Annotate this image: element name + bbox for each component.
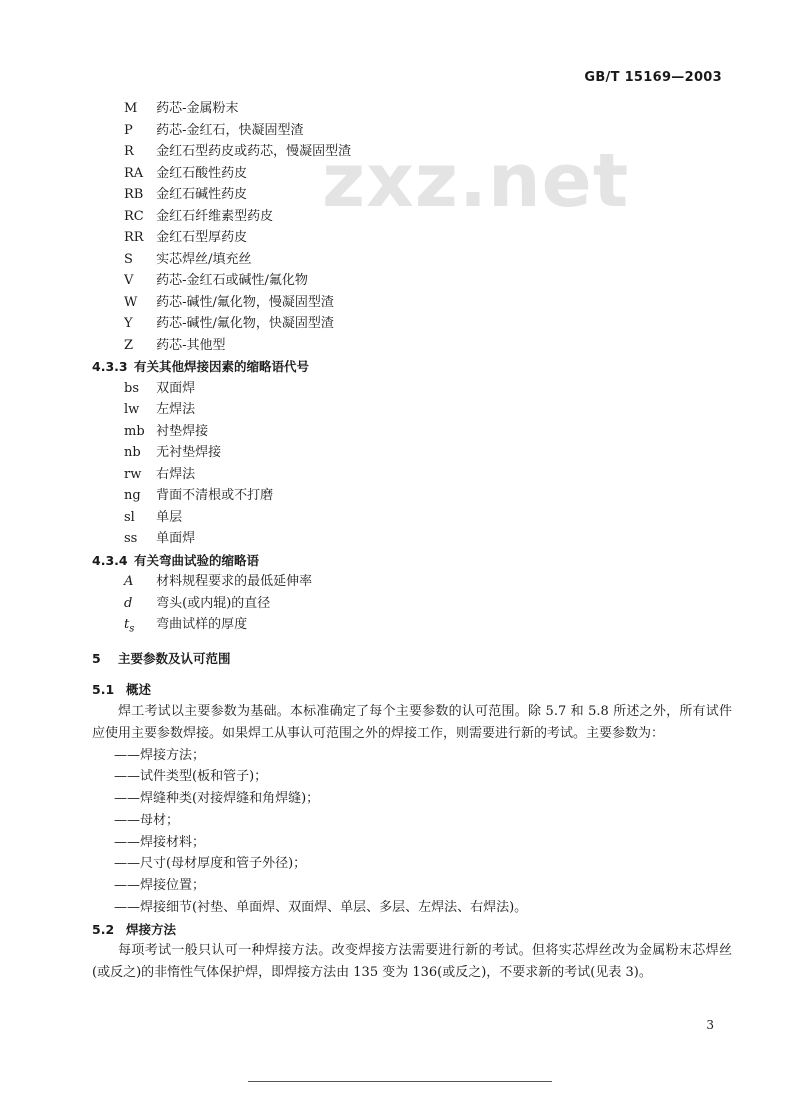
item-text: 右焊法: [156, 466, 196, 482]
item-code: R: [124, 144, 134, 159]
list-item: [92, 184, 732, 206]
list-item: ——焊接材料；: [114, 834, 206, 850]
list-item: [92, 528, 732, 550]
item-code: M: [124, 101, 138, 116]
item-code: RB: [124, 187, 144, 202]
item-symbol: t: [124, 617, 130, 632]
item-code: RA: [124, 165, 144, 181]
list-item: [92, 614, 732, 636]
list-item: [92, 120, 732, 142]
section-heading-4-3-3: [92, 356, 732, 378]
item-code: sl: [124, 509, 135, 525]
list-item: [92, 98, 732, 120]
item-symbol: d: [124, 595, 133, 611]
list-item: [92, 313, 732, 335]
item-code: P: [124, 122, 133, 138]
list-item: ——焊缝种类(对接焊缝和角焊缝)；: [114, 791, 320, 807]
item-code: RR: [124, 230, 144, 245]
item-text: 药芯-金红石或碱性/氟化物: [156, 273, 308, 288]
page-number: 3: [706, 1018, 714, 1032]
item-code: ng: [124, 488, 141, 503]
item-symbol: A: [124, 574, 134, 589]
list-item: [92, 141, 732, 163]
item-text: 背面不清根或不打磨: [156, 488, 274, 503]
item-text: 金红石型厚药皮: [156, 230, 248, 245]
item-text: 弯曲试样的厚度: [156, 617, 248, 632]
section-title: 有关弯曲试验的缩略语: [134, 552, 260, 568]
item-code: ss: [124, 531, 138, 546]
list-item: [92, 292, 732, 314]
section-paragraph: 焊工考试以主要参数为基础。本标准确定了每个主要参数的认可范围。除 5.7 和 5.8 所述之外，所有试件应使用主要参数焊接。如果焊工从事认可范围之外的焊接工作，则需要进行新的考试。主要参数为：: [92, 703, 732, 741]
list-item: ——焊接细节(衬垫、单面焊、双面焊、单层、多层、左焊法、右焊法)。: [114, 900, 528, 916]
item-text: 衬垫焊接: [156, 423, 209, 439]
item-code: lw: [124, 402, 140, 417]
item-code: mb: [124, 423, 145, 439]
list-item: [92, 507, 732, 529]
list-item: [92, 335, 732, 357]
list-item: [92, 421, 732, 443]
item-text: 无衬垫焊接: [156, 445, 222, 460]
section-number: 5.2: [92, 921, 115, 937]
item-text: 药芯-碱性/氟化物，慢凝固型渣: [156, 294, 334, 310]
section-title: 主要参数及认可范围: [118, 650, 231, 666]
section-heading-5-2: [92, 919, 732, 941]
other-factor-code-list: [92, 378, 732, 550]
item-text: 药芯-其他型: [156, 337, 226, 353]
section-number: 5.1: [92, 682, 115, 697]
item-text: 单面焊: [156, 531, 196, 546]
watermark: zxz.net: [322, 138, 630, 224]
section-number: 4.3.4: [92, 552, 128, 568]
main-parameter-list: [92, 745, 732, 919]
list-item: [92, 399, 732, 421]
item-code: RC: [124, 208, 144, 224]
list-item: ——焊接位置；: [114, 878, 206, 894]
item-code: W: [124, 294, 138, 310]
section-number: 4.3.3: [92, 359, 128, 374]
list-item: [92, 378, 732, 400]
list-item: ——尺寸(母材厚度和管子外径)；: [114, 856, 307, 872]
section-title: 焊接方法: [126, 921, 177, 937]
section-heading-4-3-4: [92, 550, 732, 572]
item-text: 金红石型药皮或药芯，慢凝固型渣: [156, 144, 352, 159]
bend-test-symbol-list: [92, 571, 732, 636]
section-number: 5: [92, 650, 101, 666]
standard-number: GB/T 15169—2003: [584, 70, 722, 85]
item-text: 双面焊: [156, 380, 196, 396]
list-item: [92, 571, 732, 593]
list-item: [92, 206, 732, 228]
item-code: bs: [124, 380, 139, 396]
list-item: [92, 485, 732, 507]
footer-divider: [248, 1081, 552, 1082]
item-code: rw: [124, 466, 142, 482]
consumable-code-list: [92, 98, 732, 356]
page-content: [92, 98, 732, 984]
section-title: 概述: [126, 682, 152, 697]
item-symbol-subscript: s: [129, 623, 135, 635]
item-code: Z: [124, 337, 134, 353]
section-paragraph: 每项考试一般只认可一种焊接方法。改变焊接方法需要进行新的考试。但将实芯焊丝改为金属粉末芯焊丝(或反之)的非惰性气体保护焊，即焊接方法由 135 变为 136(或反之)，不要求新的考试(见表 3)。: [92, 943, 732, 981]
item-code: nb: [124, 445, 141, 460]
item-text: 材料规程要求的最低延伸率: [156, 574, 313, 589]
section-title: 有关其他焊接因素的缩略语代号: [134, 359, 310, 374]
item-code: Y: [124, 316, 133, 331]
item-text: 弯头(或内辊)的直径: [156, 595, 271, 611]
item-text: 左焊法: [156, 402, 196, 417]
section-heading-5: [92, 648, 732, 670]
item-text: 药芯-碱性/氟化物，快凝固型渣: [156, 316, 334, 331]
list-item: ——母材；: [114, 812, 180, 828]
list-item: [92, 249, 732, 271]
item-code: V: [124, 273, 134, 288]
item-text: 药芯-金红石，快凝固型渣: [156, 122, 304, 138]
item-text: 实芯焊丝/填充丝: [156, 251, 252, 267]
item-text: 金红石酸性药皮: [156, 165, 248, 181]
list-item: ——试件类型(板和管子)；: [114, 769, 268, 785]
item-text: 金红石纤维素型药皮: [156, 208, 274, 224]
item-text: 单层: [156, 509, 183, 525]
list-item: [92, 270, 732, 292]
list-item: [92, 593, 732, 615]
item-code: S: [124, 251, 133, 267]
item-text: 药芯-金属粉末: [156, 101, 239, 116]
section-heading-5-1: [92, 679, 732, 701]
list-item: ——焊接方法；: [114, 747, 206, 763]
item-text: 金红石碱性药皮: [156, 187, 248, 202]
list-item: [92, 464, 732, 486]
list-item: [92, 227, 732, 249]
list-item: [92, 442, 732, 464]
list-item: [92, 163, 732, 185]
